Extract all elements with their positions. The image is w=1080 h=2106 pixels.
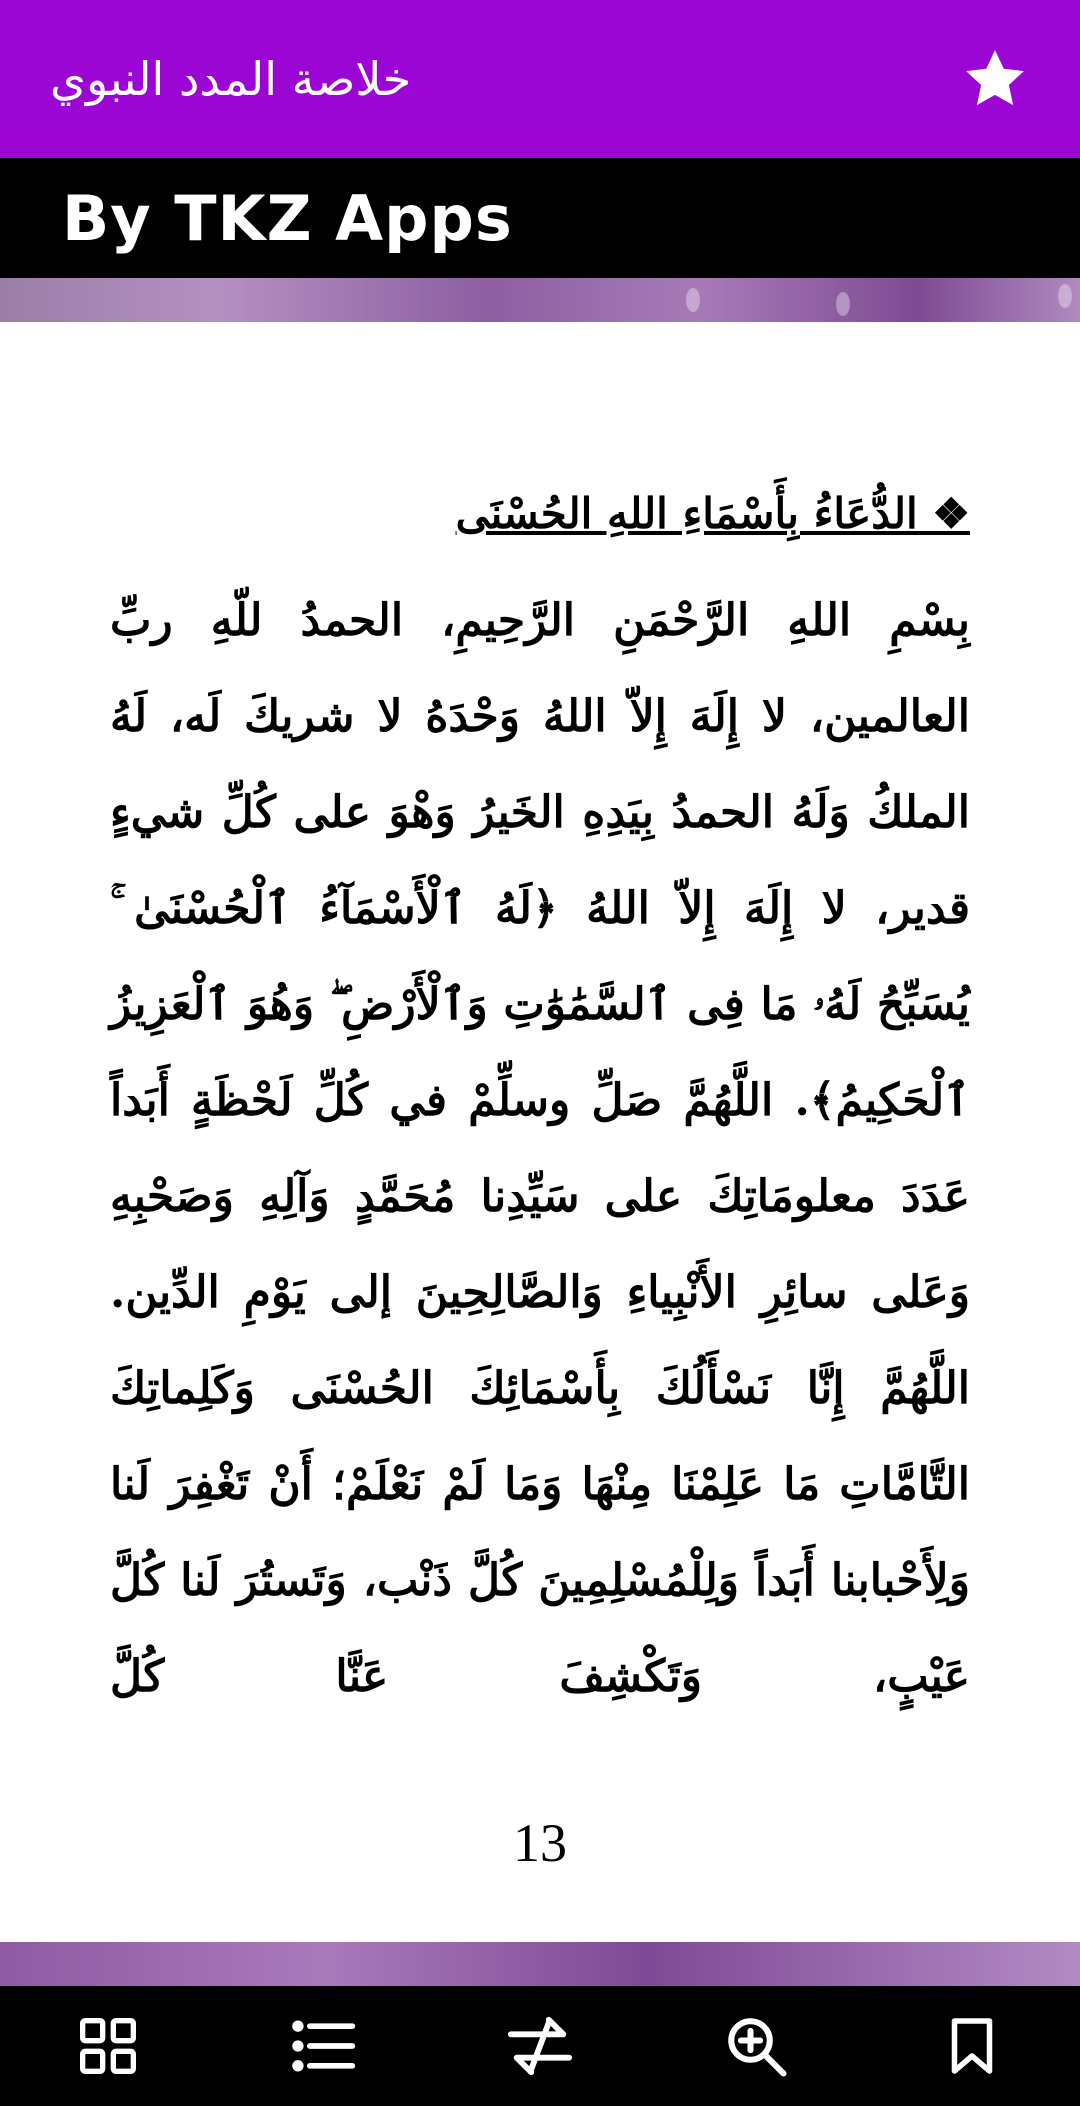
zoom-button[interactable]	[711, 2001, 801, 2091]
water-drop-decoration	[836, 292, 850, 316]
water-drop-decoration	[686, 288, 700, 312]
thumbnails-button[interactable]	[63, 2001, 153, 2091]
swap-icon	[505, 2011, 575, 2081]
section-heading: ❖ الدُّعَاءُ بِأَسْمَاءِ اللهِ الحُسْنَى	[455, 489, 970, 538]
star-icon	[961, 45, 1029, 113]
banner-text: By TKZ Apps	[62, 181, 513, 255]
list-icon	[290, 2012, 358, 2080]
contents-button[interactable]	[279, 2001, 369, 2091]
favorite-button[interactable]	[950, 34, 1040, 124]
bookmark-icon	[942, 2013, 1002, 2079]
book-page[interactable]	[0, 322, 1080, 1942]
bookmark-button[interactable]	[927, 2001, 1017, 2091]
page-content	[110, 482, 970, 1725]
developer-banner	[0, 158, 1080, 278]
water-drop-decoration	[1058, 284, 1072, 308]
app-title: خلاصة المدد النبوي	[50, 52, 412, 106]
bottom-toolbar	[0, 1986, 1080, 2106]
grid-icon	[76, 2014, 140, 2078]
decorative-strip-bottom	[0, 1942, 1080, 1986]
page-body-text: بِسْمِ اللهِ الرَّحْمَنِ الرَّحِيمِ، الحمدُ للّهِ ربِّ العالمين، لا إِلَهَ إِلاّ اللهُ وَحْدَهُ لا شريكَ لَه، لَهُ الملكُ وَلَهُ الحمدُ بِيَدِهِ الخَيرُ وَهْوَ على كُلِّ شيءٍ قدير، لا إِلَهَ إِلاّ اللهُ ﴿لَهُ ٱلْأَسْمَآءُ ٱلْحُسْنَىٰ ۚ يُسَبِّحُ لَهُۥ مَا فِى ٱلسَّمَٰوَٰتِ وَٱلْأَرْضِ ۖ وَهُوَ ٱلْعَزِيزُ ٱلْحَكِيمُ﴾. اللَّهُمَّ صَلِّ وسلِّمْ في كُلِّ لَحْظَةٍ أَبَداً عَدَدَ معلومَاتِكَ على سَيِّدِنا مُحَمَّدٍ وَآلِهِ وَصَحْبِهِ وَعَلى سائِرِ الأَنْبِياءِ وَالصَّالِحِينَ إلى يَوْمِ الدِّين. اللَّهُمَّ إِنَّا نَسْأَلُكَ بِأَسْمَائِكَ الحُسْنَى وَكَلِماتِكَ التَّامَّاتِ مَا عَلِمْنَا مِنْهَا وَمَا لَمْ نَعْلَمْ؛ أَنْ تَغْفِرَ لَنا وَلِأَحْبابنا أَبَداً وَلِلْمُسْلِمِينَ كُلَّ ذَنْب، وَتَستُرَ لَنا كُلَّ عَيْبٍ، وَتَكْشِفَ عَنَّا كُلَّ	[110, 595, 970, 1702]
decorative-strip-top	[0, 278, 1080, 322]
page-mode-button[interactable]	[495, 2001, 585, 2091]
app-bar	[0, 0, 1080, 158]
zoom-in-icon	[723, 2013, 789, 2079]
page-number: 13	[513, 1813, 567, 1873]
